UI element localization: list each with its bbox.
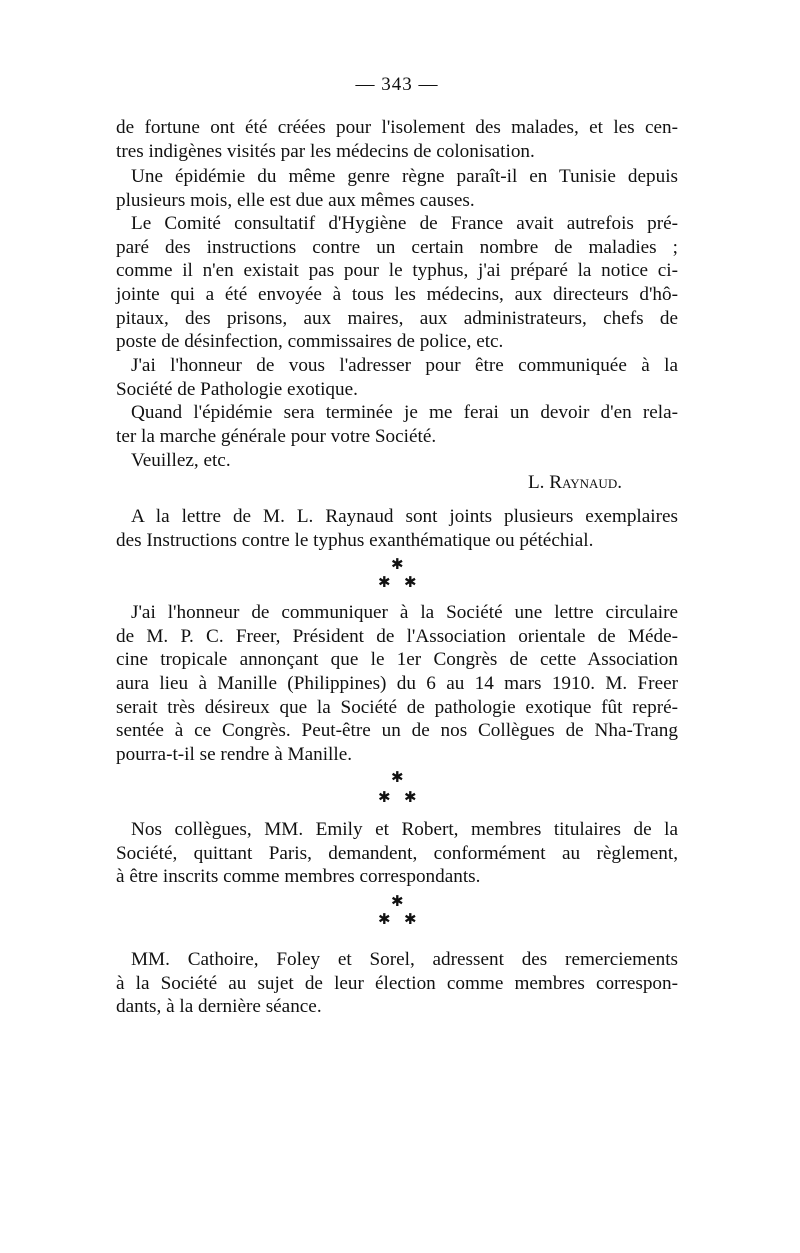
text-line: pitaux, des prisons, aux maires, aux administrateurs, chefs de xyxy=(116,307,678,329)
paragraph-7 xyxy=(116,505,678,552)
text-line: jointe qui a été envoyée à tous les médecins, aux directeurs d'hô- xyxy=(116,284,678,306)
signature xyxy=(116,471,678,495)
text-line: de M. P. C. Freer, Président de l'Association orientale de Méde- xyxy=(116,625,678,647)
text-line: MM. Cathoire, Foley et Sorel, adressent des remerciements xyxy=(131,949,678,970)
paragraph-1 xyxy=(116,116,678,163)
paragraph-3 xyxy=(116,212,678,354)
text-line: dants, à la dernière séance. xyxy=(116,996,322,1018)
text-line: paré des instructions contre un certain nombre de maladies ; xyxy=(116,236,678,258)
text-line: Société de Pathologie exotique. xyxy=(116,378,358,400)
asterisk-icon: ✱ xyxy=(404,788,417,806)
text-line: de fortune ont été créées pour l'isolement des malades, et les cen- xyxy=(116,117,678,138)
paragraph-8 xyxy=(116,601,678,767)
text-line: ter la marche générale pour votre Société. xyxy=(116,425,437,447)
paragraph-6 xyxy=(116,449,678,473)
asterisk-icon: ✱ xyxy=(391,555,404,573)
paragraph-10 xyxy=(116,948,678,1019)
text-line: à la Société au sujet de leur élection comme membres correspon- xyxy=(116,972,678,994)
text-line: sentée à ce Congrès. Peut-être un de nos Collègues de Nha-Trang xyxy=(116,720,678,742)
text-line: Veuillez, etc. xyxy=(131,450,231,471)
paragraph-5 xyxy=(116,401,678,448)
text-line: des Instructions contre le typhus exanthématique ou pétéchial. xyxy=(116,529,594,551)
text-line: Le Comité consultatif d'Hygiène de France avait autrefois pré- xyxy=(131,213,678,234)
text-line: poste de désinfection, commissaires de police, etc. xyxy=(116,331,504,353)
signature-name: L. Raynaud. xyxy=(527,472,622,493)
text-line: A la lettre de M. L. Raynaud sont joints plusieurs exemplaires xyxy=(131,506,678,527)
text-line: cine tropicale annonçant que le 1er Congrès de cette Association xyxy=(116,649,678,671)
text-line: J'ai l'honneur de vous l'adresser pour être communiquée à la xyxy=(131,355,678,376)
asterisk-icon: ✱ xyxy=(404,573,417,591)
text-line: à être inscrits comme membres correspondants. xyxy=(116,866,481,888)
text-line: Une épidémie du même genre règne paraît-il en Tunisie depuis xyxy=(131,166,678,187)
asterisk-icon: ✱ xyxy=(391,768,404,786)
text-line: pourra-t-il se rendre à Manille. xyxy=(116,744,353,766)
asterisk-icon: ✱ xyxy=(378,788,391,806)
text-line: tres indigènes visités par les médecins de colonisation. xyxy=(116,140,535,162)
asterisk-icon: ✱ xyxy=(391,892,404,910)
text-line: comme il n'en existait pas pour le typhus, j'ai préparé la notice ci- xyxy=(116,260,678,282)
paragraph-4 xyxy=(116,354,678,401)
asterism xyxy=(116,770,678,810)
text-line: Société, quittant Paris, demandent, conformément au règlement, xyxy=(116,842,678,864)
asterisk-icon: ✱ xyxy=(378,910,391,928)
text-line: J'ai l'honneur de communiquer à la Société une lettre circulaire xyxy=(131,602,678,623)
paragraph-2 xyxy=(116,165,678,212)
text-line: aura lieu à Manille (Philippines) du 6 au 14 mars 1910. M. Freer xyxy=(116,673,678,695)
asterism xyxy=(116,894,678,934)
text-line: plusieurs mois, elle est due aux mêmes causes. xyxy=(116,189,475,211)
asterisk-icon: ✱ xyxy=(404,910,417,928)
asterisk-icon: ✱ xyxy=(378,573,391,591)
asterism xyxy=(116,557,678,597)
text-line: Quand l'épidémie sera terminée je me ferai un devoir d'en rela- xyxy=(131,402,678,423)
text-line: Nos collègues, MM. Emily et Robert, membres titulaires de la xyxy=(131,819,678,840)
text-line: serait très désireux que la Société de pathologie exotique fût repré- xyxy=(116,696,678,718)
paragraph-9 xyxy=(116,818,678,889)
page-number: — 343 — xyxy=(355,74,439,95)
